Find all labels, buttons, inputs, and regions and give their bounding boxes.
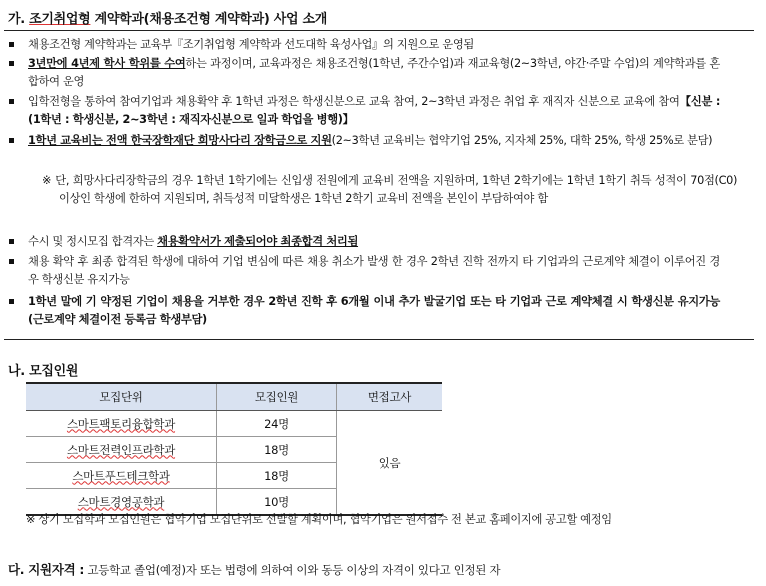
table-header-row	[26, 383, 442, 411]
title-rest: 계약학과(채용조건형 계약학과) 사업 소개	[90, 12, 327, 27]
bullet-bold-text: 1학년 교육비는 전액 한국장학재단 희망사다리 장학금으로 지원	[28, 134, 332, 147]
section-title-recruitment: 나. 모집인원	[8, 364, 79, 379]
cell-unit	[26, 463, 217, 489]
section-title-program-intro	[8, 8, 327, 27]
note-scholarship: ※ 단, 희망사다리장학금의 경우 1학년 1학기에는 신입생 전원에게 교육비 전액을 지원하며, 1학년 2학기에는 1학년 1학기 취득 성적이 70점(C0)이상인 학생에 한하여 지원되며, 취득성적 미달학생은 1학년 2학기 교육비 전액을 본인이 부담하여야 함	[42, 174, 737, 205]
bullet-hiring-cancellation	[28, 253, 720, 288]
bullet-text: 입학전형을 통하여 참여기업과 채용확약 후 1학년 과정은 학생신분으로 교육 참여, 2~3학년 과정은 취업 후 재직자 신분으로 교육에 참여	[28, 95, 680, 108]
bullet-bold-text: 채용확약서가 제출되어야 최종합격 처리됨	[157, 235, 359, 248]
unit-text: 스마트전력인프라학과	[66, 442, 176, 457]
bullet-employer-refusal	[28, 293, 720, 328]
cell-unit	[26, 437, 217, 463]
square-bullet-icon	[9, 239, 14, 244]
header-unit: 모집단위	[26, 383, 217, 411]
unit-text: 스마트팩토리융합학과	[66, 416, 176, 431]
cell-count: 10명	[217, 489, 337, 516]
bullet-text: 채용 확약 후 최종 합격된 학생에 대하여 기업 변심에 따른 채용 취소가 발생 한 경우 2학년 진학 전까지 타 기업과의 근로계약 체결이 이루어진 경우 학생신분 유지가능	[28, 255, 720, 286]
title-prefix: 가.	[8, 12, 30, 27]
cell-count: 24명	[217, 411, 337, 437]
cell-count: 18명	[217, 437, 337, 463]
square-bullet-icon	[9, 42, 14, 47]
eligibility-label: 다. 지원자격 :	[8, 562, 85, 577]
bottom-rule	[4, 339, 754, 340]
square-bullet-icon	[9, 99, 14, 104]
square-bullet-icon	[9, 259, 14, 264]
bullet-text: (2~3학년 교육비는 협약기업 25%, 지자체 25%, 대학 25%, 학생 25%로 분담)	[331, 134, 713, 147]
bullet-student-status	[28, 93, 720, 128]
square-bullet-icon	[9, 61, 14, 66]
bullet-degree-duration	[28, 55, 720, 90]
bullet-final-acceptance	[28, 233, 720, 251]
bullet-bracket-text: 【신분 : (1학년 : 학생신분, 2~3학년 : 재직자신분으로 일과 학업을 병행)】	[28, 95, 720, 126]
square-bullet-icon	[9, 138, 14, 143]
cell-unit	[26, 411, 217, 437]
unit-text: 스마트경영공학과	[77, 494, 165, 509]
bullet-bold-text: 3년만에 4년제 학사 학위를 수여	[28, 57, 186, 70]
eligibility-text: 고등학교 졸업(예정)자 또는 법령에 의하여 이와 동등 이상의 자격이 있다고 인정된 자	[84, 563, 501, 577]
title-underlined-word: 조기취업형	[29, 12, 91, 27]
cell-interview: 있음	[337, 411, 443, 516]
bullet-text: 1학년 말에 기 약정된 기업이 채용을 거부한 경우 2학년 진학 후 6개월 이내 추가 발굴기업 또는 타 기업과 근로 계약체결 시 학생신분 유지가능(근로계약 체결이전 등록금 학생부담)	[28, 295, 720, 326]
square-bullet-icon	[9, 299, 14, 304]
bullet-text: 하는 과정이며, 교육과정은 채용조건형(1학년, 주간수업)과 재교육형(2~3학년, 야간·주말 수업)의 계약학과를 혼합하여 운영	[28, 57, 720, 88]
section-title-eligibility	[8, 560, 500, 578]
unit-text: 스마트푸드테크학과	[72, 468, 170, 483]
bullet-tuition	[28, 132, 720, 150]
cell-count: 18명	[217, 463, 337, 489]
bullet-program-support	[28, 36, 720, 54]
table-row	[26, 411, 442, 437]
header-interview: 면접고사	[337, 383, 443, 411]
recruitment-table	[26, 382, 442, 516]
header-count: 모집인원	[217, 383, 337, 411]
top-rule	[4, 30, 754, 31]
bullet-text: 채용조건형 계약학과는 교육부『조기취업형 계약학과 선도대학 육성사업』의 지원으로 운영됨	[28, 38, 474, 51]
bullet-text: 수시 및 정시모집 합격자는	[28, 235, 158, 248]
note-recruitment: ※ 상기 모집학과 모집인원은 협약기업 모집단위로 선발할 계획이며, 협약기업은 원서접수 전 본교 홈페이지에 공고할 예정임	[26, 513, 612, 526]
